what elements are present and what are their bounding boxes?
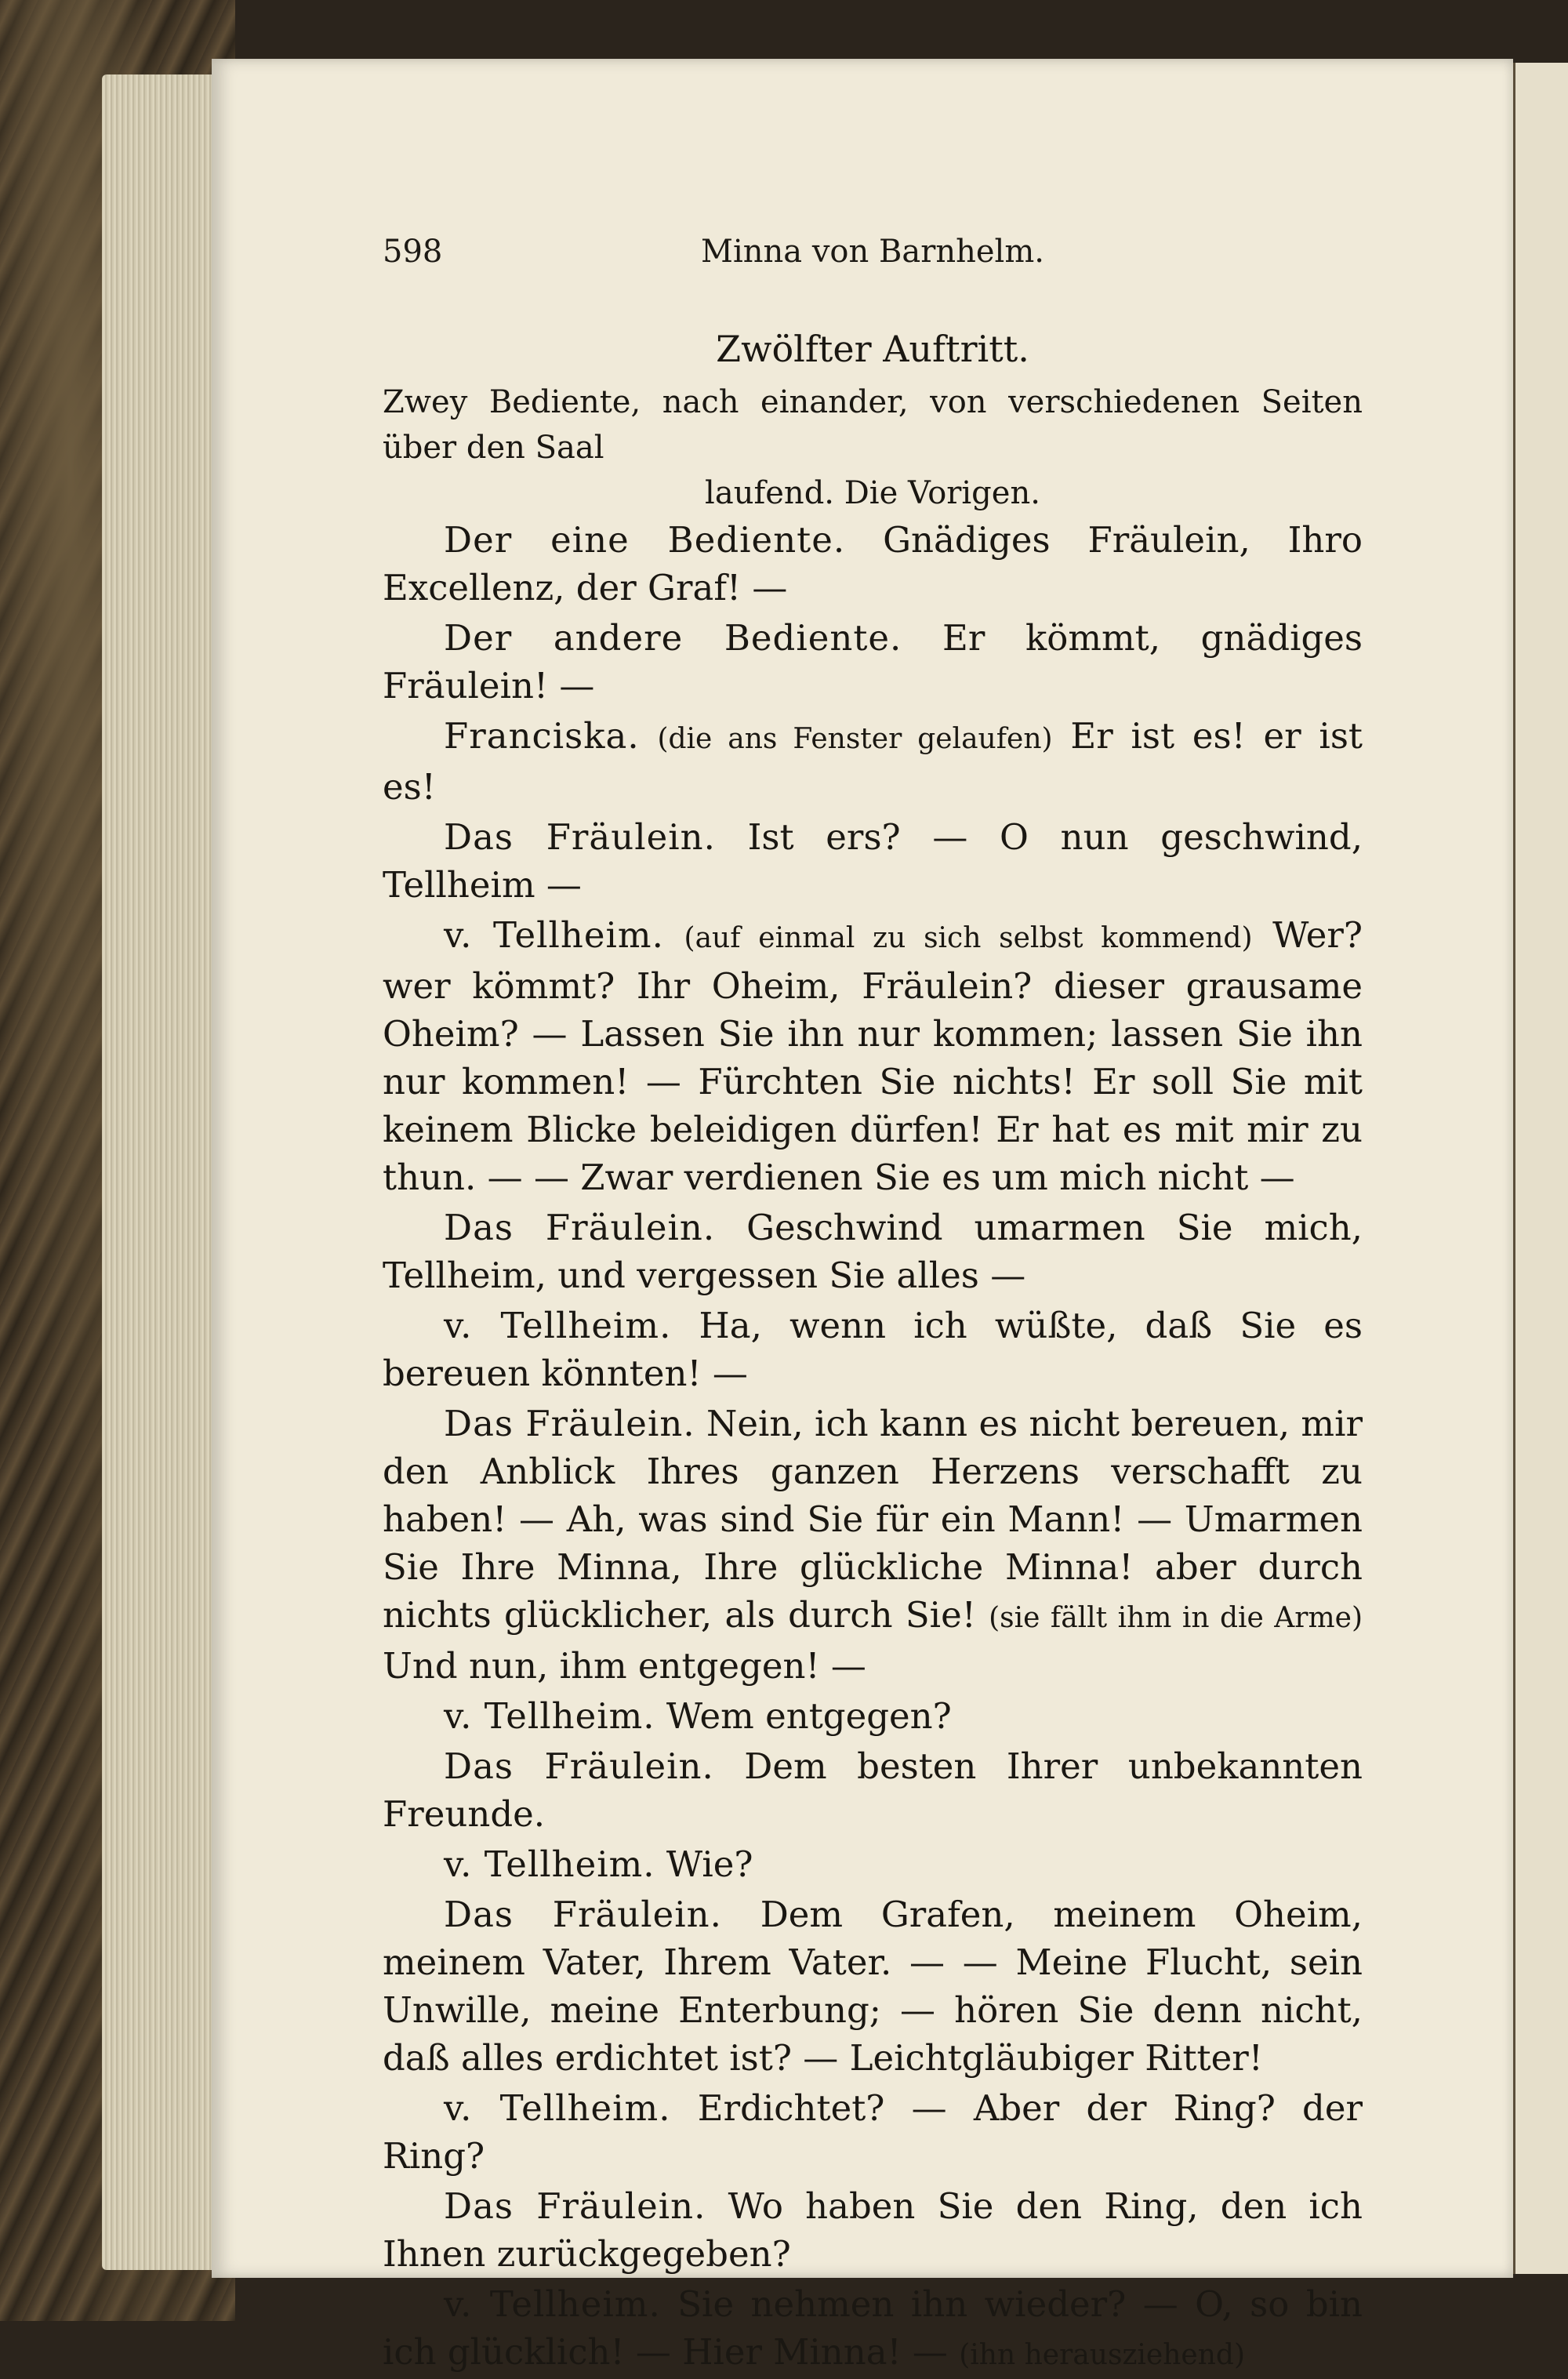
dialogue-paragraph [383,1204,1363,1299]
speech-text: Dem besten Ihrer unbekannten Freunde. [383,1745,1363,1835]
page-number: 598 [383,234,443,270]
speaker-name: Das Fräulein. [444,816,716,858]
speaker-name: Das Fräulein. [444,1745,714,1787]
stage-direction-line-1: Zwey Bediente, nach einander, von verschiedenen Seiten über den Saal [383,384,1363,466]
speech-text: Wie? [666,1843,753,1885]
speaker-name: Der andere Bediente. [444,617,902,659]
speech-text: Und nun, ihm entgegen! — [383,1645,866,1687]
speech-text: Nein, ich kann es nicht bereuen, mir den Anblick Ihres ganzen Herzens verschafft zu haben! — Ah, was sind Sie für ein Mann! — Umarmen Sie Ihre Minna, Ihre glückliche Minna! aber durch nichts glücklicher, als durch Sie! [383,1403,1363,1636]
dialogue-paragraph [383,1890,1363,2082]
page-edges [102,74,227,2270]
speaker-name: Das Fräulein. [444,1403,695,1444]
scene-title: Zwölfter Auftritt. [716,328,1029,370]
dialogue-paragraph [383,813,1363,909]
speech-text: Dem Grafen, meinem Oheim, meinem Vater, Ihrem Vater. — — Meine Flucht, sein Unwille, meine Enterbung; — hören Sie denn nicht, daß alles erdichtet ist? — Leichtgläubiger Ritter! [383,1894,1363,2079]
speech-text: Gnädiges Fräulein, Ihro Excellenz, der Graf! — [383,519,1363,608]
stage-direction-inline: (ihn herausziehend) [959,2339,1245,2371]
speaker-name: Franciska. [444,715,640,757]
speaker-name: v. Tellheim. [444,2087,671,2129]
speaker-name: Das Fräulein. [444,2185,706,2227]
stage-direction-inline: (sie fällt ihm in die Arme) [989,1602,1363,1634]
stage-direction-inline: (die ans Fenster gelaufen) [657,723,1053,755]
dialogue-paragraph [383,911,1363,1201]
speech-text: Ist ers? — O nun geschwind, Tellheim — [383,816,1363,906]
stage-direction-inline: (auf einmal zu sich selbst kommend) [684,922,1253,954]
speech-text: Ha, wenn ich wüßte, daß Sie es bereuen könnten! — [383,1305,1363,1394]
facing-page-edge [1513,63,1568,2274]
dialogue-paragraph [383,516,1363,612]
speech-text: Er ist es! er ist es! [383,715,1363,808]
speech-text: Wo haben Sie den Ring, den ich Ihnen zurückgegeben? [383,2185,1363,2275]
speaker-name: v. Tellheim. [444,1695,655,1737]
running-title: Minna von Barnhelm. [701,234,1044,270]
page-header [383,234,1363,281]
dialogue-paragraph [383,1742,1363,1838]
speaker-name: v. Tellheim. [444,914,664,956]
speaker-name: Das Fräulein. [444,1207,716,1248]
page-text [383,325,1363,2379]
speaker-name: v. Tellheim. [444,1305,672,1346]
speaker-name: Der eine Bediente. [444,519,846,561]
dialogue-paragraph [383,614,1363,710]
speech-text: Sie nehmen ihn wieder? — O, so bin ich glücklich! — Hier Minna! — [383,2283,1363,2373]
speaker-name: v. Tellheim. [444,2283,661,2325]
speaker-name: Das Fräulein. [444,1894,722,1935]
dialogue-paragraph [383,1400,1363,1690]
dialogue-paragraph [383,1840,1363,1888]
speech-text: Erdichtet? — Aber der Ring? der Ring? [383,2087,1363,2177]
speech-text: Wer? wer kömmt? Ihr Oheim, Fräulein? dieser grausame Oheim? — Lassen Sie ihn nur kommen; lassen Sie ihn nur kommen! — Fürchten Sie nichts! Er soll Sie mit keinem Blicke beleidigen dürfen! Er hat es mit mir zu thun. — — Zwar verdienen Sie es um mich nicht — [383,914,1363,1198]
speech-text: Geschwind umarmen Sie mich, Tellheim, und vergessen Sie alles — [383,1207,1363,1296]
stage-direction-line-2: laufend. Die Vorigen. [705,475,1040,511]
dialogue-paragraph [383,1302,1363,1397]
stage-direction [383,380,1363,516]
dialogue-paragraph [383,2280,1363,2379]
speaker-name: v. Tellheim. [444,1843,655,1885]
dialogue-paragraph [383,1692,1363,1740]
speech-text: Wem entgegen? [666,1695,952,1737]
dialogue-paragraph [383,712,1363,811]
dialogue-paragraph [383,2084,1363,2180]
speech-text: Er kömmt, gnädiges Fräulein! — [383,617,1363,706]
dialogue-paragraph [383,2182,1363,2278]
